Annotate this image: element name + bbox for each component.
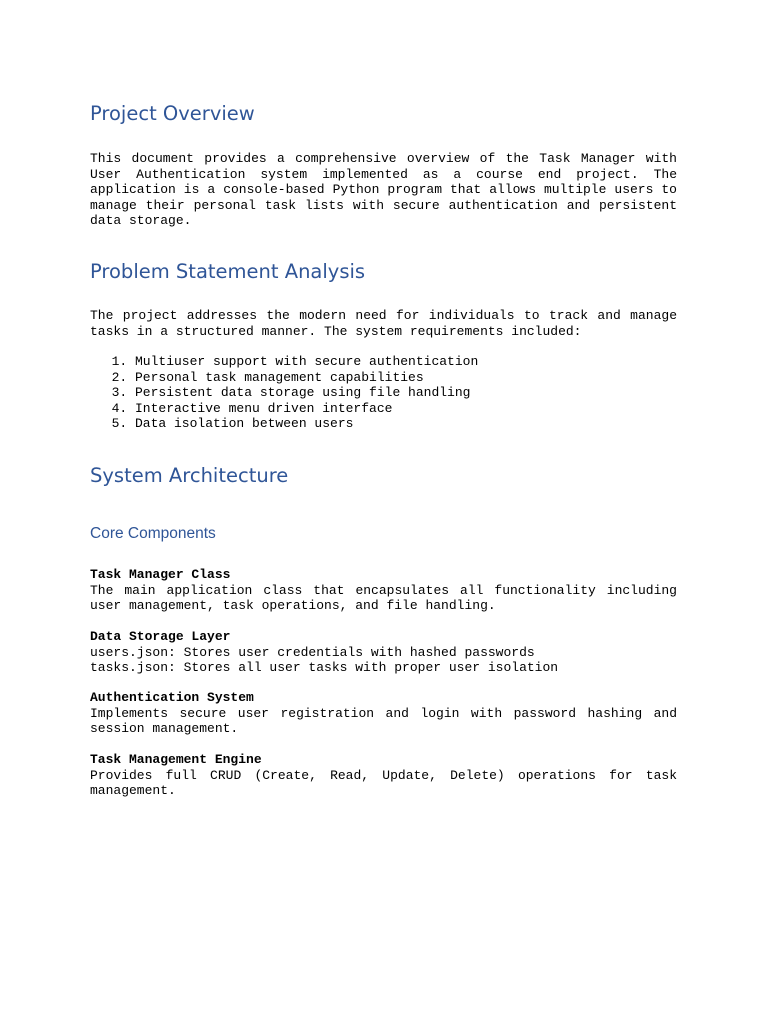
component-data-storage-layer [90,629,677,676]
problem-paragraph: The project addresses the modern need for individuals to track and manage tasks in a structured manner. The system requirements included: [90,308,677,339]
component-line: tasks.json: Stores all user tasks with proper user isolation [90,660,559,675]
heading-system-architecture: System Architecture [90,464,289,487]
overview-paragraph: This document provides a comprehensive overview of the Task Manager with User Authentication system implemented as a course end project. The application is a console-based Python program that allows multiple users to manage their personal task lists with secure authentication and persistent data storage. [90,151,677,228]
list-item: 2. Personal task management capabilities [111,369,424,385]
component-task-manager-class [90,567,677,614]
component-authentication-system [90,690,677,737]
list-item: 3. Persistent data storage using file handling [111,385,471,400]
list-item: 5. Data isolation between users [111,416,354,431]
component-description: Provides full CRUD (Create, Read, Update, Delete) operations for task management. [90,767,677,798]
requirements-list [90,354,677,432]
heading-project-overview: Project Overview [90,102,255,125]
list-item: 4. Interactive menu driven interface [111,400,393,416]
component-description: The main application class that encapsulates all functionality including user management, task operations, and file handling. [90,582,677,613]
list-item: 1. Multiuser support with secure authentication [111,354,479,369]
subheading-core-components: Core Components [90,525,216,542]
component-task-management-engine [90,752,677,799]
component-title: Data Storage Layer [90,629,231,644]
heading-problem-statement: Problem Statement Analysis [90,260,366,283]
component-title: Task Manager Class [90,567,231,582]
component-title: Task Management Engine [90,752,262,767]
component-description: Implements secure user registration and login with password hashing and session management. [90,705,677,736]
component-title: Authentication System [90,690,254,705]
component-line: users.json: Stores user credentials with hashed passwords [90,644,535,660]
